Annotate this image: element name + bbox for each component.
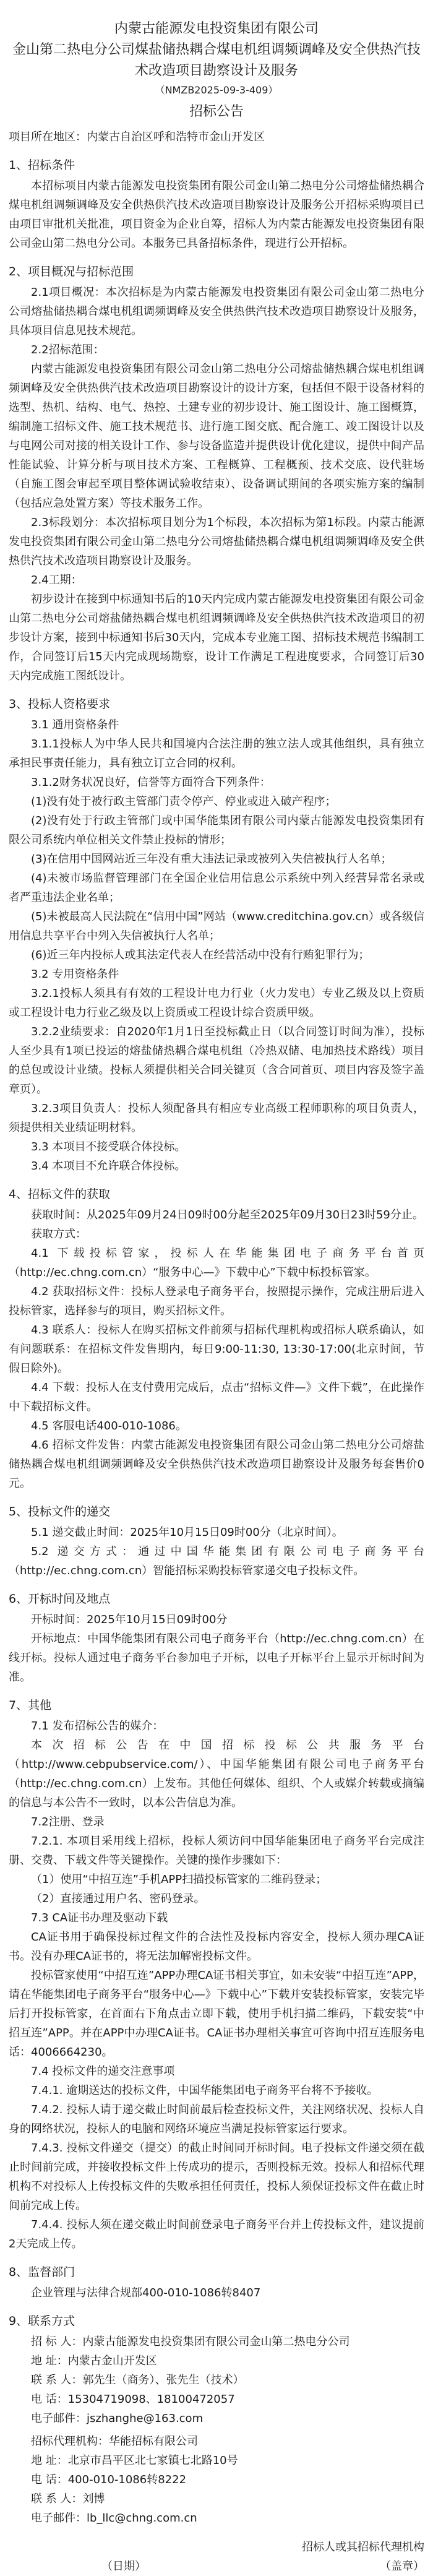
signature-block bbox=[9, 2538, 424, 2576]
paragraph: 4.1 下载投标管家，投标人在华能集团电子商务平台首页（http://ec.chng.com.cn）“服务中心—》下载中心”下载中标投标管家。 bbox=[9, 1247, 424, 1279]
contact-line: 联 系 人：郭先生（商务）、张先生（技术） bbox=[31, 2374, 244, 2387]
contact-line: 招标代理机构：华能招标有限公司 bbox=[31, 2435, 198, 2448]
paragraph: 内蒙古能源发电投资集团有限公司金山第二热电分公司熔盐储热耦合煤电机组调频调峰及安全供热供汽技术改造项目勘察设计的设计方案，包括但不限于设备材料的选型、热机、结构、电气、热控、土建专业的初步设计、施工图设计、施工图概算，编制施工招标文件、施工技术规范书、进行施工图交底、配合施工、竣工图设计以及与电网公司对接的相关设计工作、参与设备监造并提供设计优化建议，提供中间产品性能试验、计算分析与项目技术方案、工程概算、工程概预、技术交底、设代驻场（自施工图会审起至项目整体调试验收结束）、设备调试期间的各项实施方案的编制（包括应急处置方案）等技术服务工作。 bbox=[9, 363, 424, 510]
list-item: （1）使用“中招互连”手机APP扫描投标管家的二维码登录； bbox=[31, 1873, 327, 1886]
sub-heading: 3.2 专用资格条件 bbox=[31, 968, 119, 981]
sub-heading: 3.1 通用资格条件 bbox=[31, 718, 119, 731]
contact-line: 招 标 人：内蒙古能源发电投资集团有限公司金山第二热电分公司 bbox=[31, 2335, 350, 2348]
contact-line: 地 址：内蒙古金山开发区 bbox=[31, 2354, 157, 2367]
contact-line: 电 话：15304719098、18100472057 bbox=[31, 2393, 235, 2406]
paragraph: 2.4工期： bbox=[31, 574, 82, 587]
paragraph: 投标管家使用“中招互连”APP办理CA证书相关事宜，如未安装“中招互连”APP，请在华能集团电子商务平台“服务中心—》下载中心”下载并安装投标管家，安装完毕后打开投标管家，在首面右下角点击立即下载，使用手机扫描二维码，下载安装“中招互连”APP。并在APP中办理CA证书。CA证书办理相关事宜可咨询中招互连服务电话：4006664230。 bbox=[9, 1969, 424, 2059]
paragraph: 7.4.1. 逾期送达的投标文件，中国华能集团电子商务平台将不予接收。 bbox=[31, 2084, 379, 2097]
paragraph: 7.2注册、登录 bbox=[31, 1816, 105, 1829]
paragraph: 7.1 发布招标公告的媒介： bbox=[31, 1720, 164, 1733]
document-type: 招标公告 bbox=[189, 104, 244, 119]
paragraph: 本招标项目内蒙古能源发电投资集团有限公司金山第二热电分公司熔盐储热耦合煤电机组调频调峰及安全供热供汽技术改造项目勘察设计及服务公开招标采购项目已由项目审批机关批准，项目资金为企业自筹，招标人为内蒙古能源发电投资集团有限公司金山第二热电分公司。本服务已具备招标条件，现进行公开招标。 bbox=[9, 179, 424, 250]
paragraph: 3.2.1投标人须具有有效的工程设计电力行业（火力发电）专业乙级及以上资质或工程设计电力行业乙级及以上资质或工程设计综合资质甲级。 bbox=[9, 987, 424, 1019]
list-item: (1)没有处于被行政主管部门责令停产、停业或进入破产程序； bbox=[31, 795, 337, 808]
paragraph: 7.2.1. 本项目采用线上招标，投标人须访问中国华能集团电子商务平台完成注册、交费、下载文件等关键操作。关键的操作步骤如下： bbox=[9, 1835, 424, 1867]
contact-line: 电 话：400-010-1086转8222 bbox=[31, 2473, 187, 2486]
paragraph: 5.1 递交截止时间：2025年10月15日09时00分（北京时间）。 bbox=[31, 1526, 343, 1539]
signature-row bbox=[9, 2557, 424, 2576]
paragraph: 3.1.2财务状况良好，信誉等方面符合下列条件： bbox=[31, 776, 271, 789]
date-label: （日期） bbox=[101, 2560, 146, 2573]
paragraph: 本次招标公告在中国招标投标公共服务平台（http://www.cebpubservice.com/）、中国华能集团有限公司电子商务平台（http://ec.chng.com.cn）上发布。其他任何媒体、组织、个人或媒介转载或摘编的信息与本公告不一致时，以本公告信息为准。 bbox=[9, 1739, 424, 1809]
paragraph: 3.2.3项目负责人：投标人须配备具有相应专业高级工程师职称的项目负责人，须提供相关业绩证明材料。 bbox=[9, 1102, 424, 1134]
paragraph: 2.1项目概况：本次招标是为内蒙古能源发电投资集团有限公司金山第二热电分公司熔盐储热耦合煤电机组调频调峰及安全供热供汽技术改造项目勘察设计及服务，具体项目信息见技术规范。 bbox=[9, 286, 424, 337]
contact-line: 联 系 人：刘博 bbox=[31, 2492, 105, 2505]
paragraph: 4.6 招标文件发售：内蒙古能源发电投资集团有限公司金山第二热电分公司熔盐储热耦合煤电机组调频调峰及安全供热供汽技术改造项目勘察设计及服务每套售价0元。 bbox=[9, 1439, 424, 1490]
paragraph: 4.2 获取招标文件：投标人登录电子商务平台，按照提示操作，完成注册后进入投标管家，选择参与的项目，购买招标文件。 bbox=[9, 1285, 424, 1317]
paragraph: 获取时间：从2025年09月24日09时00分起至2025年09月30日23时59分止。 bbox=[31, 1208, 424, 1221]
paragraph: 开标地点：中国华能集团有限公司电子商务平台（http://ec.chng.com.cn）在线开标。投标人通过电子商务平台参加电子开标，以电子开标平台上显示开标时间为准。 bbox=[9, 1632, 424, 1684]
paragraph: 5.2 递交方式：通过中国华能集团有限公司电子商务平台（http://ec.chng.com.cn）智能招标采购投标管家递交电子投标文件。 bbox=[9, 1545, 424, 1577]
document-number: （NMZB2025-09-3-409） bbox=[155, 84, 278, 96]
paragraph: 3.4 本项目不允许联合体投标。 bbox=[31, 1160, 186, 1173]
section-heading-8: 8、监督部门 bbox=[9, 2265, 75, 2279]
paragraph: 7.4.2. 投标人请于递交截止时间前最后检查投标文件，关注网络状况、投标人自身的网络状况，投标人的电脑和网络环境应当满足投标管家运行要求。 bbox=[9, 2103, 424, 2135]
contact-line: 电子邮件：jszhanghe@163.com bbox=[31, 2412, 204, 2425]
section-heading-9: 9、联系方式 bbox=[9, 2314, 75, 2328]
paragraph: 3.1.1投标人为中华人民共和国境内合法注册的独立法人或其他组织，具有独立承担民事责任能力，具有独立订立合同的权利。 bbox=[9, 738, 424, 770]
section-heading-2: 2、项目概况与招标范围 bbox=[9, 265, 134, 278]
paragraph: 3.2.2业绩要求：自2020年1月1日至投标截止日（以合同签订时间为准），投标人至少具有1项已投运的熔盐储热耦合煤电机组（冷热双储、电加热技术路线）项目的总包或设计业绩。投标人须提供相关合同关键页（含合同首页、项目内容及签字盖章页）。 bbox=[9, 1025, 424, 1096]
project-location: 项目所在地区：内蒙古自治区呼和浩特市金山开发区 bbox=[9, 131, 265, 144]
signer-name: 招标人或其招标代理机构 bbox=[302, 2541, 424, 2554]
paragraph: 4.4 下载：投标人在支付费用完成后，点击“招标文件—》文件下载”，在此操作中下载招标文件。 bbox=[9, 1381, 424, 1413]
contact-line: 地 址：北京市昌平区北七家镇七北路10号 bbox=[31, 2454, 238, 2467]
paragraph: CA证书用于确保投标过程文件的合法性及投标内容安全，投标人须办理CA证书。没有办理CA证书的，将无法加解密投标文件。 bbox=[9, 1931, 424, 1963]
section-heading-1: 1、招标条件 bbox=[9, 158, 75, 172]
list-item: (3)在信用中国网站近三年没有重大违法记录或被列入失信被执行人名单； bbox=[31, 853, 392, 866]
paragraph: 2.2招标范围： bbox=[31, 343, 105, 356]
paragraph: 获取方式： bbox=[31, 1228, 87, 1241]
list-item: （2）直接通过用户名、密码登录。 bbox=[31, 1892, 205, 1905]
paragraph: 7.4.4. 投标人须在递交截止时间前登录电子商务平台并上传投标文件，建议提前2天完成上传。 bbox=[9, 2218, 424, 2251]
paragraph: 4.3 联系人：投标人在购买招标文件前须与招标代理机构或招标人联系确认，如有问题联系：在招标文件发售期内，每日9:00-11:30, 13:30-17:00(北京时间，节假日除外)。 bbox=[9, 1324, 424, 1375]
list-item: (2)没有处于行政主管部门或中国华能集团有限公司内蒙古能源发电投资集团有限公司系统内单位相关文件禁止投标的情形； bbox=[9, 814, 424, 846]
paragraph: 企业管理与法律合规部400-010-1086转8407 bbox=[31, 2286, 261, 2299]
section-heading-6: 6、开标时间及地点 bbox=[9, 1592, 111, 1606]
list-item: (5)未被最高人民法院在“信用中国”网站（www.creditchina.gov.cn）或各级信用信息共享平台中列入失信被执行人名单； bbox=[9, 910, 424, 942]
paragraph: 开标时间：2025年10月15日09时00分 bbox=[31, 1613, 228, 1626]
page-title-line1: 内蒙古能源发电投资集团有限公司 bbox=[114, 21, 319, 37]
section-heading-3: 3、投标人资格要求 bbox=[9, 697, 111, 711]
page-title-line2: 金山第二热电分公司煤盐储热耦合煤电机组调频调峰及安全供热汽技术改造项目勘察设计及服务 bbox=[12, 42, 421, 79]
paragraph: 7.4.3. 投标文件递交（提交）的截止时间同开标时间。电子投标文件递交须在截止时间前完成，并接收投标文件上传成功的提示，否则投标无效。投标人和招标代理机构不对投标人上传投标文件的失败承担任何责任，投标人须保证投标文件在截止时间前完成上传。 bbox=[9, 2142, 424, 2212]
seal-label: （盖章） bbox=[380, 2560, 424, 2573]
paragraph: 7.4 投标文件的递交注意事项 bbox=[31, 2065, 175, 2078]
paragraph: 2.3标段划分：本次招标项目划分为1个标段，本次招标为第1标段。内蒙古能源发电投资集团有限公司金山第二热电分公司熔盐储热耦合煤电机组调频调峰及安全供热供汽技术改造项目勘察设计及服务。 bbox=[9, 516, 424, 567]
list-item: (4)未被市场监督管理部门在全国企业信用信息公示系统中列入经营异常名录或者严重违法企业名单； bbox=[9, 872, 424, 904]
contact-line: 电子邮件：lb_llc@chng.com.cn bbox=[31, 2512, 197, 2525]
section-heading-7: 7、其他 bbox=[9, 1699, 52, 1712]
list-item: (6)近三年内投标人或其法定代表人在经营活动中没有行贿犯罪行为； bbox=[31, 949, 370, 962]
section-heading-5: 5、投标文件的递交 bbox=[9, 1505, 111, 1518]
paragraph: 4.5 客服电话400-010-1086。 bbox=[31, 1419, 187, 1432]
section-heading-4: 4、招标文件的获取 bbox=[9, 1187, 111, 1201]
paragraph: 7.3 CA证书办理及驱动下载 bbox=[31, 1911, 168, 1924]
paragraph: 初步设计在接到中标通知书后的10天内完成内蒙古能源发电投资集团有限公司金山第二热电分公司熔盐储热耦合煤电机组调频调峰及安全供热供汽技术改造项目的初步设计方案，接到中标通知书后30天内，完成本专业施工图、招标技术规范书编制工作，合同签订后15天内完成现场勘察，设计工作满足工程进度要求，合同签订后30天内完成施工图纸设计。 bbox=[9, 593, 424, 683]
paragraph: 3.3 本项目不接受联合体投标。 bbox=[31, 1140, 186, 1153]
